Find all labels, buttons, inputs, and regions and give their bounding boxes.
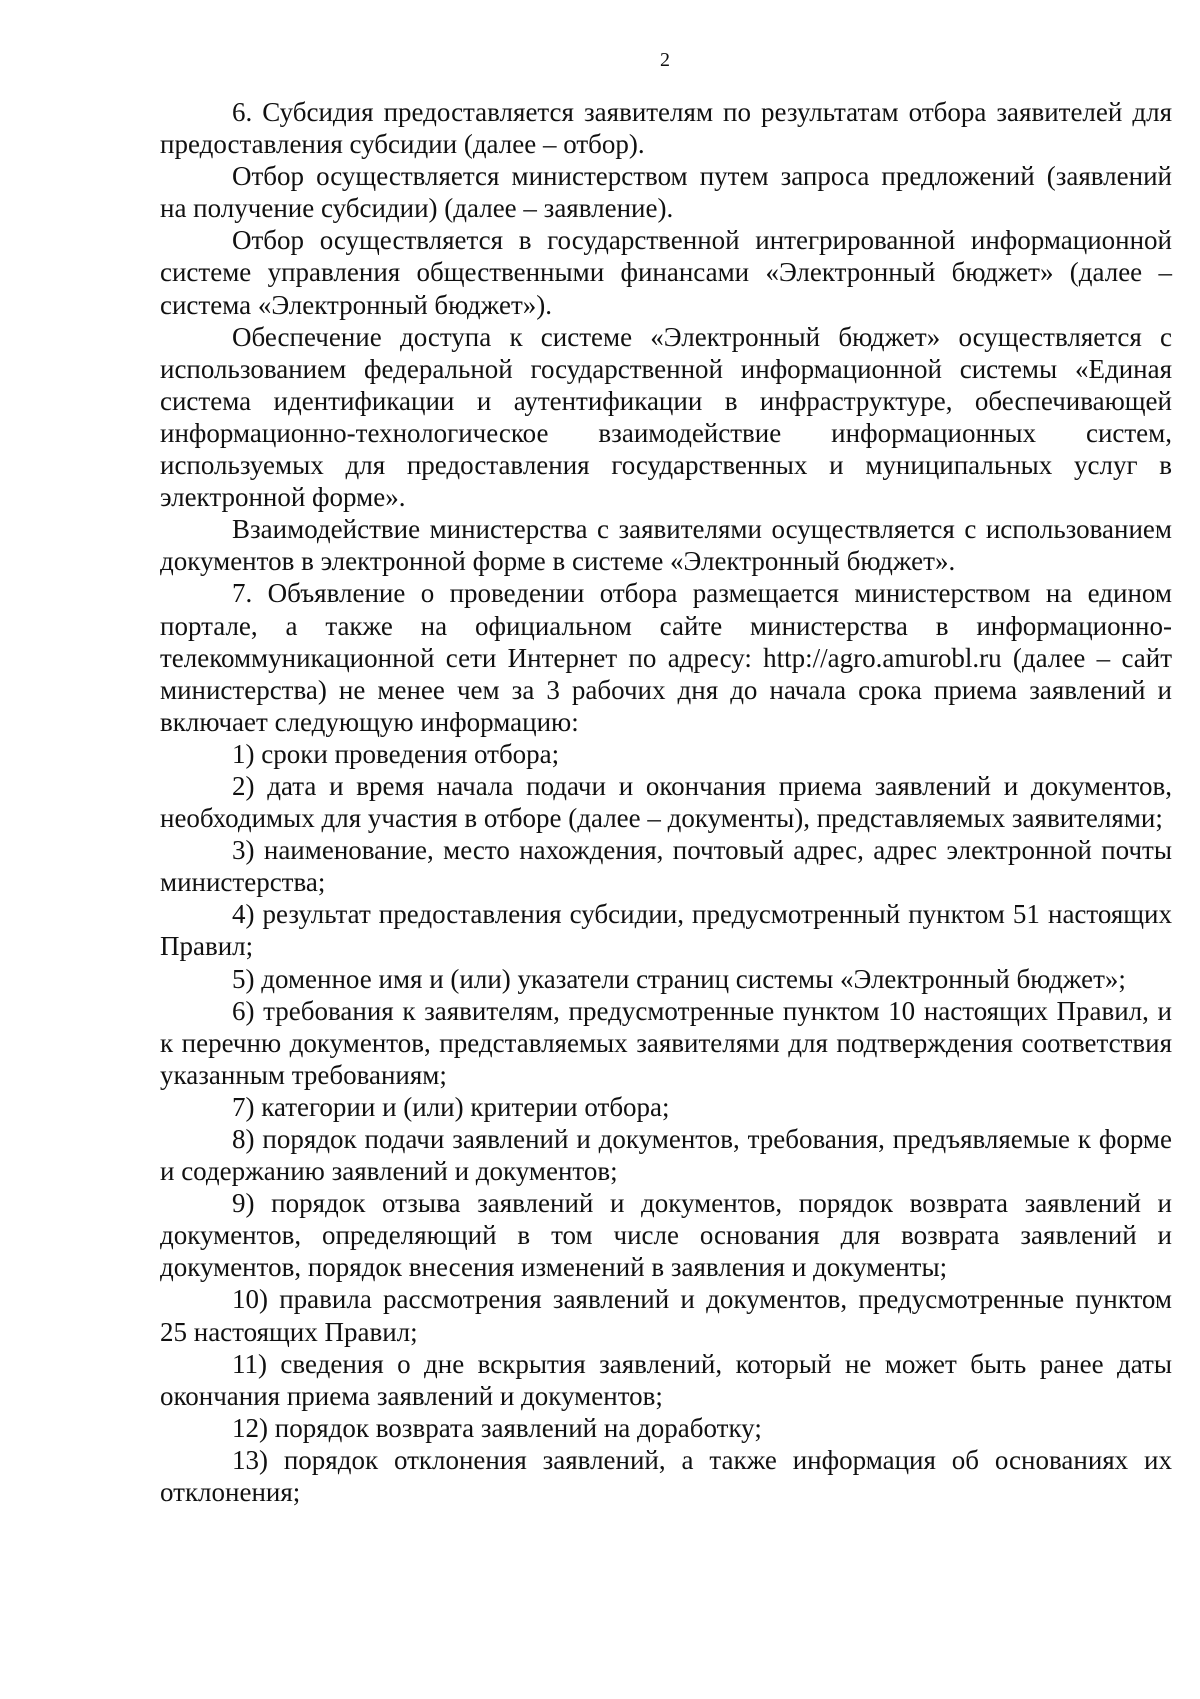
list-item-7: 7) категории и (или) критерии отбора; xyxy=(232,1091,670,1122)
list-item-3: 3) наименование, место нахождения, почтовый адрес, адрес электронной почты министерства; xyxy=(160,835,1172,898)
list-item-13: 13) порядок отклонения заявлений, а также информация об основаниях их отклонения; xyxy=(160,1444,1172,1508)
paragraph-7: 7. Объявление о проведении отбора размещается министерством на едином портале, а также на официальном сайте министерства в информационно-телекоммуникационной сети Интернет по адресу: http://agro.amurobl.ru (далее – сайт министерства) не менее чем за 3 рабочих дня до начала срока приема заявлений и включает следующую информацию: xyxy=(160,578,1172,737)
list-item-2: 2) дата и время начала подачи и окончания приема заявлений и документов, необходимых для участия в отборе (далее – документы), представляемых заявителями; xyxy=(160,770,1172,834)
list-item-5: 5) доменное имя и (или) указатели страниц системы «Электронный бюджет»; xyxy=(232,963,1126,994)
document-body xyxy=(160,96,1172,1508)
list-item-6: 6) требования к заявителям, предусмотренные пунктом 10 настоящих Правил, и к перечню документов, представляемых заявителями для подтверждения соответствия указанным требованиям; xyxy=(160,995,1172,1090)
page-number: 2 xyxy=(660,49,670,71)
paragraph-6: 6. Субсидия предоставляется заявителям по результатам отбора заявителей для предоставления субсидии (далее – отбор). xyxy=(160,97,1172,160)
list-item-11: 11) сведения о дне вскрытия заявлений, который не может быть ранее даты окончания приема заявлений и документов; xyxy=(160,1348,1172,1411)
paragraph-selection-method: Отбор осуществляется министерством путем запроса предложений (заявлений на получение субсидии) (далее – заявление). xyxy=(160,161,1172,224)
list-item-10: 10) правила рассмотрения заявлений и документов, предусмотренные пунктом 25 настоящих Правил; xyxy=(160,1284,1172,1347)
list-item-8: 8) порядок подачи заявлений и документов, требования, предъявляемые к форме и содержанию заявлений и документов; xyxy=(160,1124,1172,1187)
list-item-1: 1) сроки проведения отбора; xyxy=(232,738,560,769)
paragraph-selection-system: Отбор осуществляется в государственной интегрированной информационной системе управления общественными финансами «Электронный бюджет» (далее – система «Электронный бюджет»). xyxy=(160,225,1172,320)
paragraph-system-access: Обеспечение доступа к системе «Электронный бюджет» осуществляется с использованием федеральной государственной информационной системы «Единая система идентификации и аутентификации в инфраструктуре, обеспечивающей информационно-технологическое взаимодействие информационных систем, используемых для предоставления государственных и муниципальных услуг в электронной форме». xyxy=(160,321,1172,513)
list-item-12: 12) порядок возврата заявлений на доработку; xyxy=(232,1412,762,1443)
paragraph-interaction: Взаимодействие министерства с заявителями осуществляется с использованием документов в электронной форме в системе «Электронный бюджет». xyxy=(160,514,1172,577)
list-item-4: 4) результат предоставления субсидии, предусмотренный пунктом 51 настоящих Правил; xyxy=(160,899,1172,962)
list-item-9: 9) порядок отзыва заявлений и документов, порядок возврата заявлений и документов, определяющий в том числе основания для возврата заявлений и документов, порядок внесения изменений в заявления и документы; xyxy=(160,1188,1172,1283)
